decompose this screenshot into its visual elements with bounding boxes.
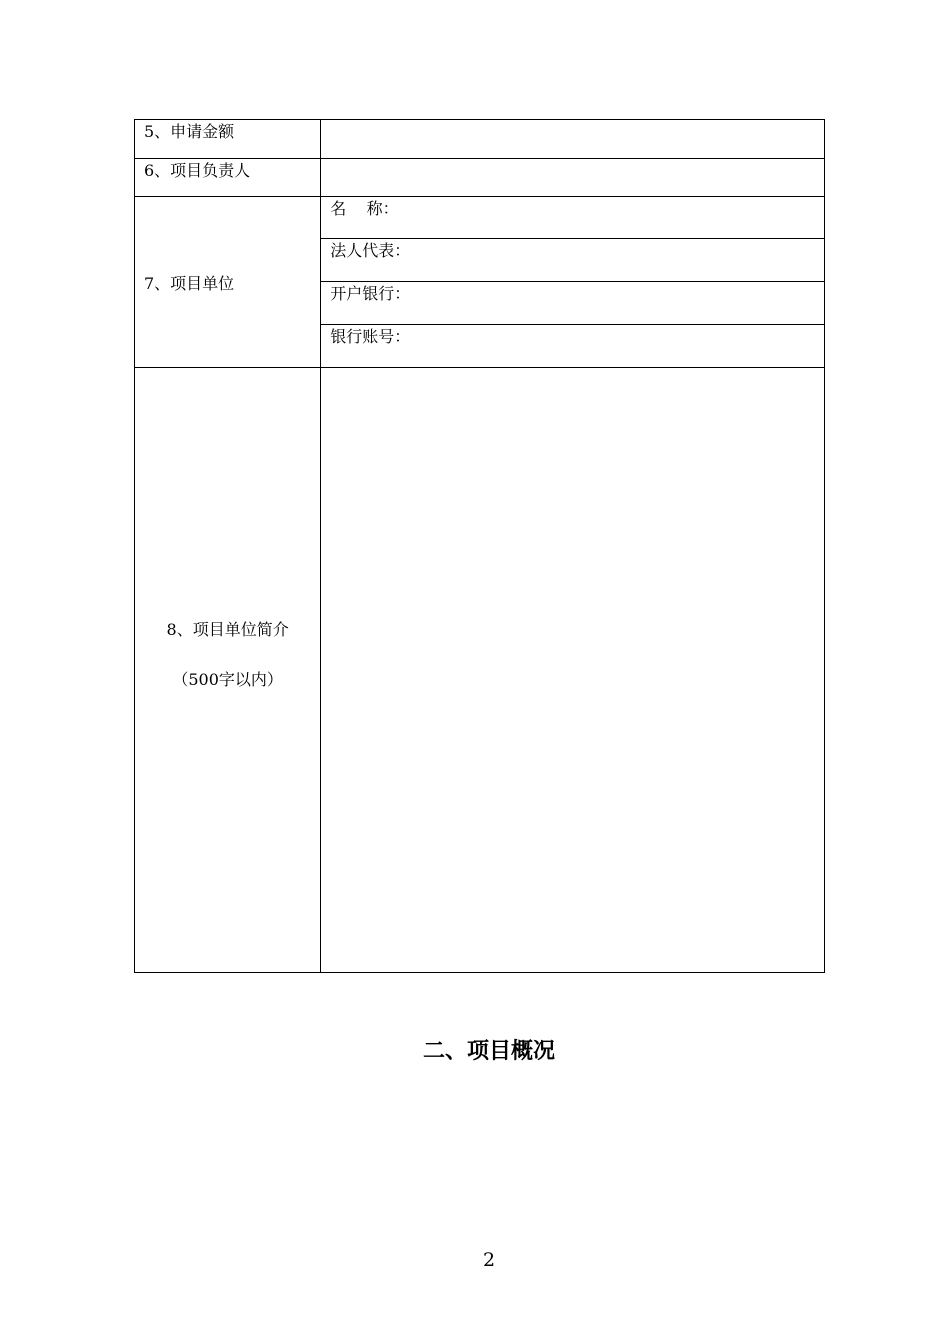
unit-name-label: 名 称： xyxy=(330,199,399,218)
unit-legal-rep-label: 法人代表： xyxy=(330,241,411,260)
application-amount-field[interactable] xyxy=(321,120,825,159)
unit-intro-label xyxy=(135,368,321,973)
unit-intro-label-main: 8、项目单位简介 xyxy=(166,620,289,639)
unit-account-label: 银行账号： xyxy=(330,327,411,346)
unit-legal-rep-field[interactable] xyxy=(321,239,824,282)
application-amount-label: 5、申请金额 xyxy=(135,120,321,159)
unit-intro-field[interactable] xyxy=(321,368,825,973)
table-row-project-unit xyxy=(135,197,825,368)
section-title: 二、项目概况 xyxy=(422,1039,555,1064)
project-lead-label: 6、项目负责人 xyxy=(135,159,321,197)
application-form-table xyxy=(134,119,825,973)
unit-bank-field[interactable] xyxy=(321,282,824,325)
unit-bank-label: 开户银行： xyxy=(330,284,411,303)
page-number: 2 xyxy=(482,1249,496,1271)
table-row-application-amount xyxy=(135,120,825,159)
project-unit-label: 7、项目单位 xyxy=(135,197,321,368)
table-row-unit-intro xyxy=(135,368,825,973)
project-unit-details xyxy=(321,197,825,368)
unit-intro-label-limit: （500字以内） xyxy=(172,670,283,689)
unit-account-field[interactable] xyxy=(321,325,824,367)
table-row-project-lead xyxy=(135,159,825,197)
project-lead-field[interactable] xyxy=(321,159,825,197)
unit-name-field[interactable] xyxy=(321,197,824,239)
